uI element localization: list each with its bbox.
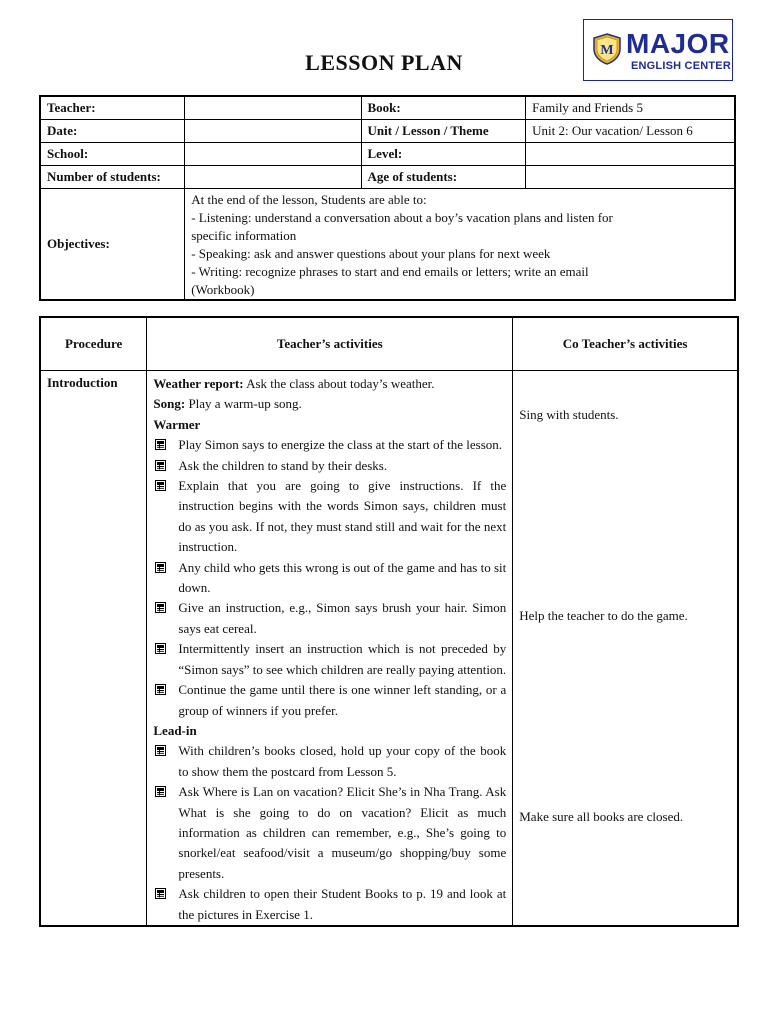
teacher-value (185, 96, 361, 120)
leadin-list (153, 741, 506, 925)
song-line (153, 394, 506, 414)
objectives-text (185, 189, 735, 301)
book-value: Family and Friends 5 (526, 96, 735, 120)
weather-line (153, 374, 506, 394)
leadin-heading: Lead-in (153, 722, 197, 738)
objective-line: At the end of the lesson, Students are able to: (191, 192, 427, 207)
emblem-letter: M (600, 43, 614, 58)
checkbox-bullet-icon (155, 439, 166, 450)
info-row-objectives (40, 189, 735, 301)
bullet-text: Ask the children to stand by their desks. (178, 457, 388, 473)
objective-line: - Speaking: ask and answer questions about your plans for next week (191, 246, 551, 261)
bullet-item (153, 741, 506, 782)
objective-line: (Workbook) (191, 282, 255, 297)
bullet-text: Any child who gets this wrong is out of the game and has to sit down. (178, 559, 507, 596)
bullet-item (153, 598, 506, 639)
info-row-teacher (40, 96, 735, 120)
bullet-text: Continue the game until there is one winner left standing, or a group of winners if you prefer. (178, 682, 507, 718)
checkbox-bullet-icon (155, 480, 166, 491)
procedure-row-introduction (40, 371, 738, 926)
procedure-header: Procedure (40, 317, 147, 371)
info-row-school (40, 143, 735, 166)
bullet-text: Ask Where is Lan on vacation? Elicit She’s in Nha Trang. Ask What is she going to do on vacation? Elicit as much information as children can remember, e.g., She’s going to snorkel/eat seafood/visit a museum/go shopping/buy some presents. (178, 784, 507, 881)
bullet-text: Intermittently insert an instruction which is not preceded by “Simon says” to see which children are really paying attention. (178, 641, 507, 677)
students-label: Number of students: (40, 166, 185, 189)
warmer-heading: Warmer (153, 416, 201, 432)
school-value (185, 143, 361, 166)
co-teacher-note: Help the teacher to do the game. (519, 608, 688, 623)
teacher-activities-header: Teacher’s activities (147, 317, 513, 371)
bullet-item (153, 680, 506, 721)
song-label: Song: (153, 396, 186, 412)
objectives-label: Objectives: (40, 189, 185, 301)
book-label: Book: (361, 96, 526, 120)
bullet-text: Explain that you are going to give instructions. If the instruction begins with the words Simon says, children must do as you ask. If not, they must stand still and wait for the next instruction. (178, 478, 507, 555)
age-value (526, 166, 735, 189)
level-label: Level: (361, 143, 526, 166)
date-label: Date: (40, 120, 185, 143)
bullet-item (153, 558, 506, 599)
age-label: Age of students: (361, 166, 526, 189)
checkbox-bullet-icon (155, 460, 166, 471)
co-teacher-note: Make sure all books are closed. (519, 809, 684, 824)
checkbox-bullet-icon (155, 684, 166, 695)
checkbox-bullet-icon (155, 643, 166, 654)
checkbox-bullet-icon (155, 745, 166, 756)
students-value (185, 166, 361, 189)
bullet-text: Play Simon says to energize the class at the start of the lesson. (178, 437, 503, 453)
checkbox-bullet-icon (155, 888, 166, 899)
logo-name: MAJOR (626, 28, 730, 59)
checkbox-bullet-icon (155, 562, 166, 573)
info-row-date (40, 120, 735, 143)
objective-line: - Writing: recognize phrases to start and end emails or letters; write an email (191, 264, 589, 279)
co-teacher-activities-header: Co Teacher’s activities (513, 317, 738, 371)
major-logo (583, 19, 733, 81)
co-teacher-activities-cell (513, 371, 738, 926)
bullet-item (153, 456, 506, 476)
objective-line: - Listening: understand a conversation about a boy’s vacation plans and listen for (191, 210, 613, 225)
teacher-label: Teacher: (40, 96, 185, 120)
info-row-students (40, 166, 735, 189)
bullet-text: Give an instruction, e.g., Simon says brush your hair. Simon says eat cereal. (178, 600, 507, 636)
warmer-list (153, 435, 506, 721)
bullet-item (153, 639, 506, 680)
checkbox-bullet-icon (155, 602, 166, 613)
weather-text: Ask the class about today’s weather. (243, 376, 435, 391)
procedure-table (39, 316, 739, 927)
lesson-info-table (39, 95, 736, 301)
bullet-item (153, 884, 506, 925)
objective-line: specific information (191, 228, 297, 243)
bullet-item (153, 476, 506, 558)
logo-subtitle: ENGLISH CENTER (631, 60, 731, 72)
bullet-item (153, 782, 506, 884)
song-text: Play a warm-up song. (185, 396, 302, 412)
unit-value: Unit 2: Our vacation/ Lesson 6 (526, 120, 735, 143)
bullet-text: Ask children to open their Student Books to p. 19 and look at the pictures in Exercise 1. (178, 886, 507, 922)
checkbox-bullet-icon (155, 786, 166, 797)
procedure-header-row (40, 317, 738, 371)
bullet-text: With children’s books closed, hold up your copy of the book to show them the postcard from Lesson 5. (178, 743, 507, 779)
teacher-activities-cell (147, 371, 513, 926)
date-value (185, 120, 361, 143)
weather-label: Weather report: (153, 376, 244, 391)
bullet-item (153, 435, 506, 455)
co-teacher-note: Sing with students. (519, 407, 619, 422)
level-value (526, 143, 735, 166)
stage-label: Introduction (40, 371, 147, 926)
page-title: LESSON PLAN (305, 50, 463, 75)
unit-label: Unit / Lesson / Theme (361, 120, 526, 143)
school-label: School: (40, 143, 185, 166)
shield-emblem-icon (591, 33, 623, 65)
